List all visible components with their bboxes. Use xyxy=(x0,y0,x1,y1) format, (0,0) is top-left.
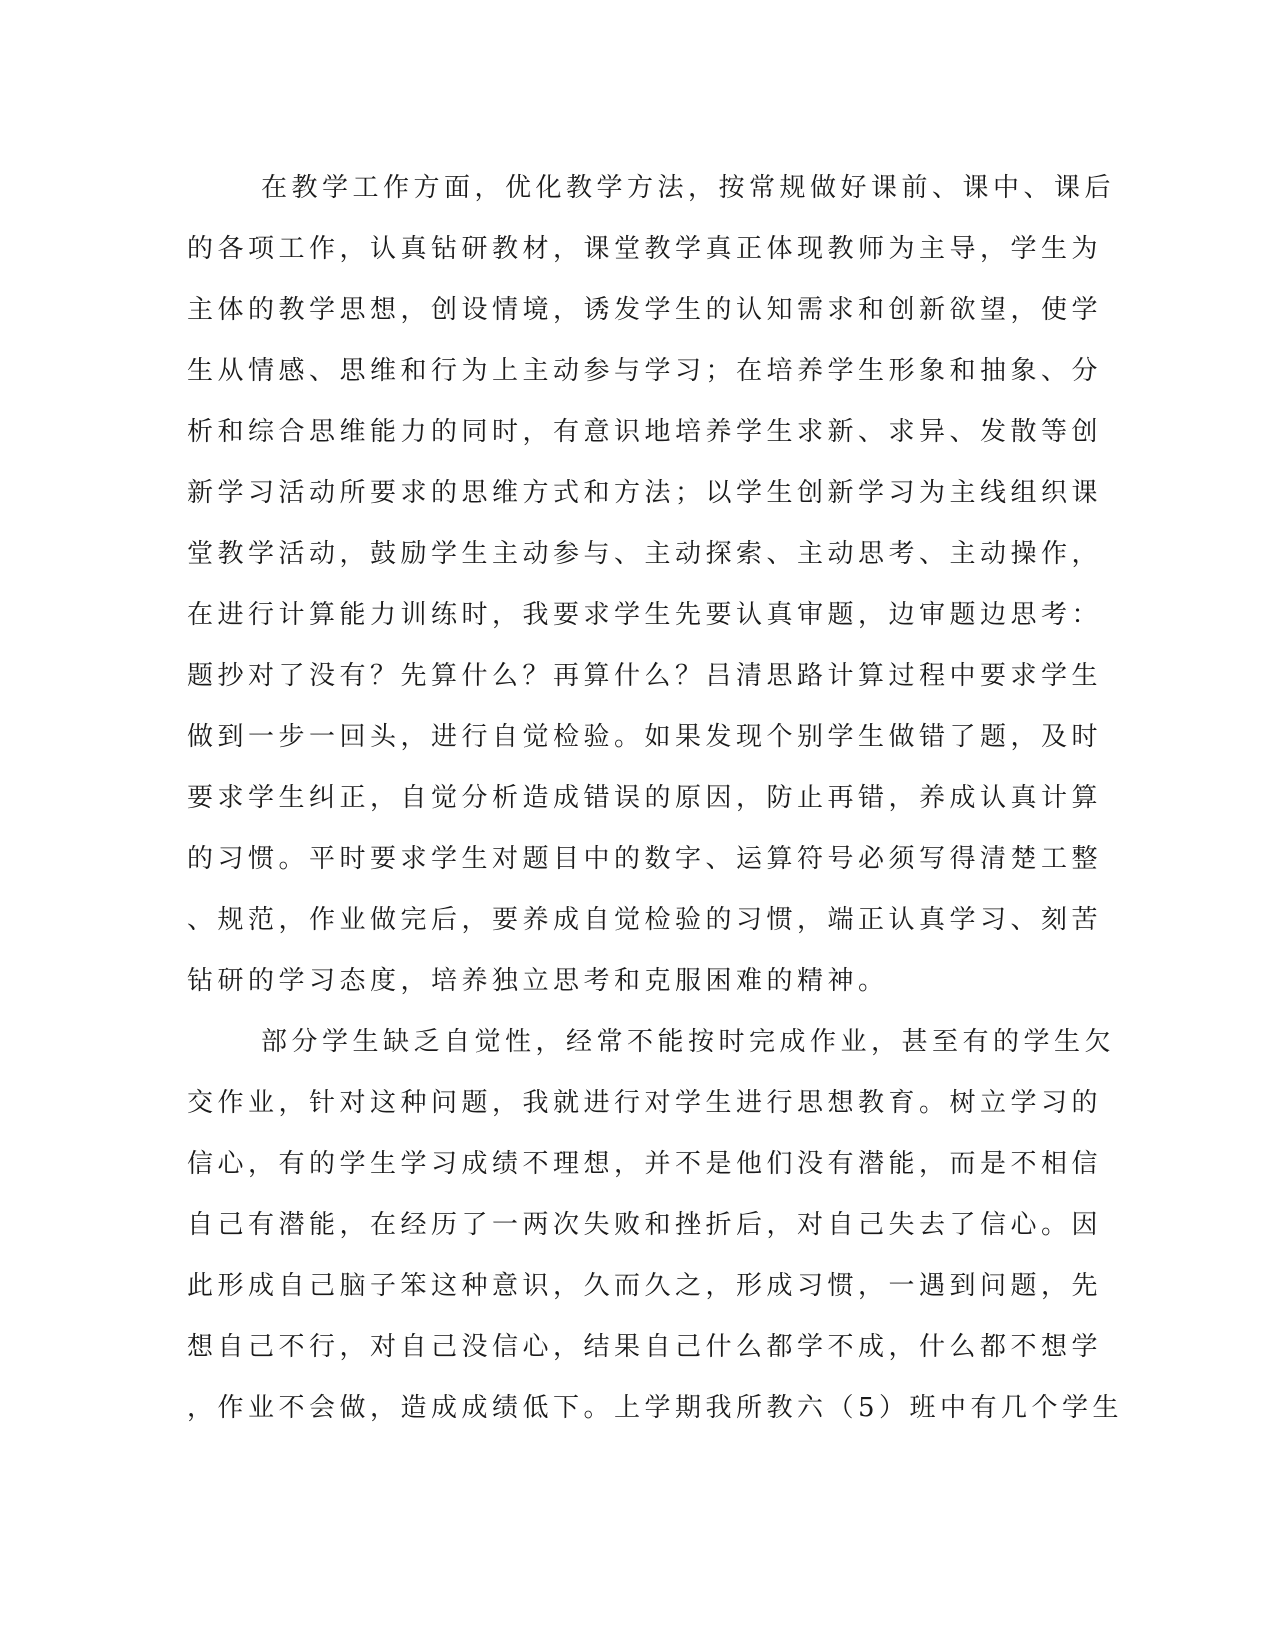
paragraph-line: 堂教学活动，鼓励学生主动参与、主动探索、主动思考、主动操作， xyxy=(187,539,1103,569)
paragraph-line: 想自己不行，对自己没信心，结果自己什么都学不成，什么都不想学 xyxy=(187,1332,1103,1362)
paragraph-line: 此形成自己脑子笨这种意识，久而久之，形成习惯，一遇到问题，先 xyxy=(187,1271,1103,1301)
paragraph-line: 、规范，作业做完后，要养成自觉检验的习惯，端正认真学习、刻苦 xyxy=(187,905,1103,935)
paragraph-line: 题抄对了没有？先算什么？再算什么？吕清思路计算过程中要求学生 xyxy=(187,661,1103,691)
paragraph-line: 做到一步一回头，进行自觉检验。如果发现个别学生做错了题，及时 xyxy=(187,722,1103,752)
paragraph-line: 要求学生纠正，自觉分析造成错误的原因，防止再错，养成认真计算 xyxy=(187,783,1103,813)
paragraph-line: 钻研的学习态度，培养独立思考和克服困难的精神。 xyxy=(187,966,889,996)
paragraph-line: 的习惯。平时要求学生对题目中的数字、运算符号必须写得清楚工整 xyxy=(187,844,1103,874)
paragraph-line: ，作业不会做，造成成绩低下。上学期我所教六（5）班中有几个学生 xyxy=(187,1393,1124,1423)
paragraph-line: 的各项工作，认真钻研教材，课堂教学真正体现教师为主导，学生为 xyxy=(187,234,1103,264)
paragraph-line: 部分学生缺乏自觉性，经常不能按时完成作业，甚至有的学生欠 xyxy=(261,1027,1116,1057)
paragraph-line: 信心，有的学生学习成绩不理想，并不是他们没有潜能，而是不相信 xyxy=(187,1149,1103,1179)
paragraph-teaching-work xyxy=(187,158,1116,1012)
paragraph-line: 新学习活动所要求的思维方式和方法；以学生创新学习为主线组织课 xyxy=(187,478,1103,508)
paragraph-line: 在教学工作方面，优化教学方法，按常规做好课前、课中、课后 xyxy=(261,173,1116,203)
paragraph-line: 析和综合思维能力的同时，有意识地培养学生求新、求异、发散等创 xyxy=(187,417,1103,447)
paragraph-line: 生从情感、思维和行为上主动参与学习；在培养学生形象和抽象、分 xyxy=(187,356,1103,386)
paragraph-student-habits xyxy=(187,1012,1124,1439)
paragraph-line: 主体的教学思想，创设情境，诱发学生的认知需求和创新欲望，使学 xyxy=(187,295,1103,325)
paragraph-line: 交作业，针对这种问题，我就进行对学生进行思想教育。树立学习的 xyxy=(187,1088,1103,1118)
paragraph-line: 在进行计算能力训练时，我要求学生先要认真审题，边审题边思考： xyxy=(187,600,1103,630)
paragraph-line: 自己有潜能，在经历了一两次失败和挫折后，对自己失去了信心。因 xyxy=(187,1210,1103,1240)
